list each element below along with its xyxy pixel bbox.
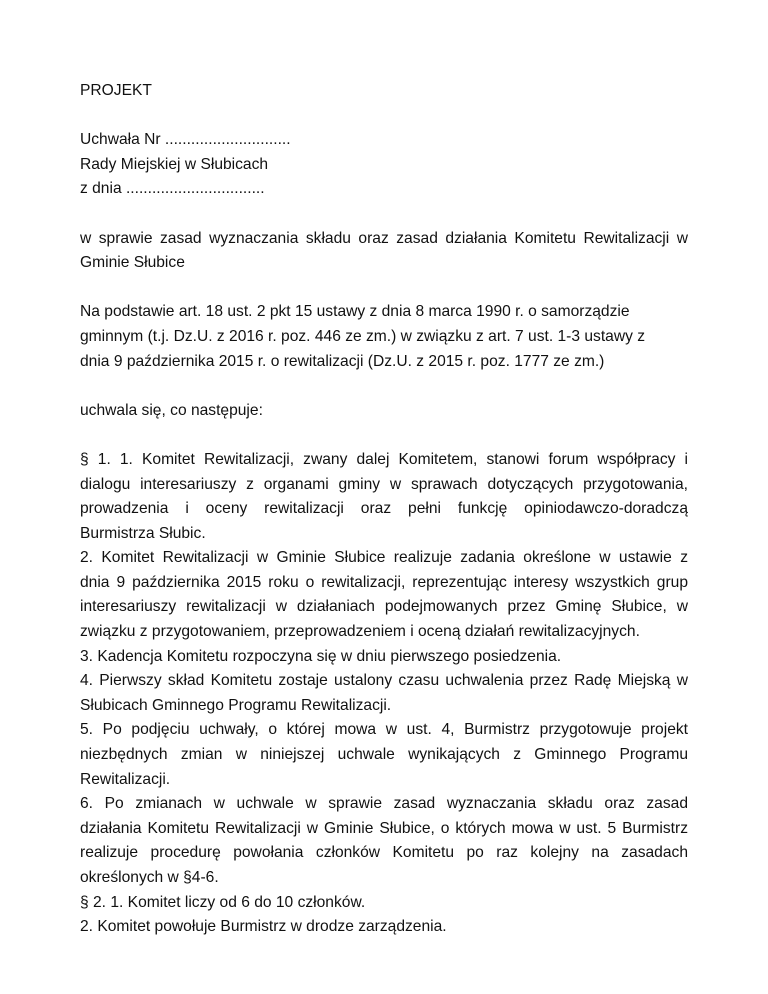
text-line: 4. Pierwszy skład Komitetu zostaje ustalony czasu uchwalenia przez Radę Miejską w [80, 672, 688, 690]
resolution-body [80, 448, 688, 940]
spacer [80, 202, 688, 227]
text-line: § 2. 1. Komitet liczy od 6 do 10 członków. [80, 893, 366, 911]
legal-basis [80, 300, 688, 374]
text-line: związku z przygotowaniem, przeprowadzeniem i oceną działań rewitalizacyjnych. [80, 623, 640, 641]
spacer [80, 423, 688, 448]
text-line: określonych w §4-6. [80, 869, 219, 886]
text-line: gminnym (t.j. Dz.U. z 2016 r. poz. 446 ze zm.) w związku z art. 7 ust. 1-3 ustawy z [80, 327, 646, 345]
text-line: prowadzenia i oceny rewitalizacji oraz pełni funkcję opiniodawczo-doradczą [80, 500, 688, 518]
text-line: działania Komitetu Rewitalizacji w Gminie Słubice, o których mowa w ust. 5 Burmistrz [80, 819, 688, 837]
text-line: 5. Po podjęciu uchwały, o której mowa w ust. 4, Burmistrz przygotowuje projekt [80, 721, 688, 739]
text-line: 2. Komitet powołuje Burmistrz w drodze zarządzenia. [80, 918, 447, 936]
resolution-number: Uchwała Nr ............................. [80, 131, 291, 149]
text-line: 6. Po zmianach w uchwale w sprawie zasad wyznaczania składu oraz zasad [80, 795, 688, 813]
text-line: dialogu interesariuszy z organami gminy w sprawach dotyczących przygotowania, [80, 475, 688, 493]
resolution-date: z dnia ................................ [80, 180, 265, 198]
text-line: Na podstawie art. 18 ust. 2 pkt 15 ustawy z dnia 8 marca 1990 r. o samorządzie [80, 303, 630, 321]
text-line: Burmistrza Słubic. [80, 524, 206, 542]
text-line: realizuje procedurę powołania członków Komitetu po raz kolejny na zasadach [80, 844, 688, 862]
text-line: niezbędnych zmian w niniejszej uchwale wynikających z Gminnego Programu [80, 746, 688, 764]
text-line: 3. Kadencja Komitetu rozpoczyna się w dniu pierwszego posiedzenia. [80, 647, 562, 665]
text-line: dnia 9 października 2015 r. o rewitalizacji (Dz.U. z 2015 r. poz. 1777 ze zm.) [80, 352, 605, 370]
text-line: Słubicach Gminnego Programu Rewitalizacji. [80, 696, 392, 714]
spacer [80, 104, 688, 129]
text-line: Rewitalizacji. [80, 770, 171, 788]
draft-label: PROJEKT [80, 82, 152, 99]
text-line: dnia 9 października 2015 roku o rewitalizacji, reprezentując interesy wszystkich grup [80, 573, 688, 591]
text-line: w sprawie zasad wyznaczania składu oraz zasad działania Komitetu Rewitalizacji w [80, 229, 688, 247]
spacer [80, 374, 688, 399]
document-page [80, 79, 688, 940]
text-line: interesariuszy rewitalizacji w działaniach podejmowanych przez Gminę Słubice, w [80, 598, 688, 616]
text-line: Gminie Słubice [80, 254, 185, 272]
spacer [80, 276, 688, 301]
resolution-subject [80, 227, 688, 276]
text-line: 2. Komitet Rewitalizacji w Gminie Słubice realizuje zadania określone w ustawie z [80, 549, 688, 567]
resolves-clause: uchwala się, co następuje: [80, 401, 263, 419]
text-line: § 1. 1. Komitet Rewitalizacji, zwany dalej Komitetem, stanowi forum współpracy i [80, 450, 688, 468]
council-name: Rady Miejskiej w Słubicach [80, 155, 269, 173]
